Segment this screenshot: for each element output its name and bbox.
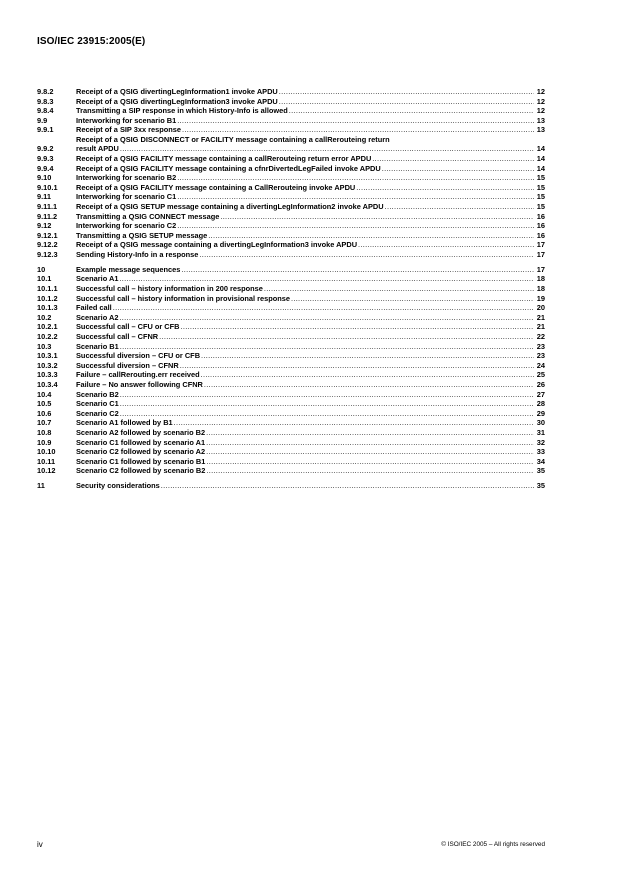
toc-entry-title: Failure – No answer following CFNR bbox=[76, 379, 203, 389]
dot-leader bbox=[206, 428, 534, 437]
toc-entry-page: 27 bbox=[536, 389, 545, 399]
toc-entry-title: Successful diversion – CFNR bbox=[76, 360, 179, 370]
toc-entry[interactable] bbox=[37, 173, 545, 182]
toc-entry-page: 15 bbox=[536, 182, 545, 192]
toc-entry-page: 23 bbox=[536, 341, 545, 351]
dot-leader bbox=[206, 457, 534, 466]
toc-entry[interactable] bbox=[37, 361, 545, 370]
toc-entry-number: 10.2.1 bbox=[37, 322, 58, 332]
toc-entry[interactable] bbox=[37, 380, 545, 389]
dot-leader bbox=[382, 164, 534, 173]
toc-entry-number: 10.3.4 bbox=[37, 379, 58, 389]
toc-entry[interactable] bbox=[37, 250, 545, 259]
dot-leader bbox=[159, 332, 534, 341]
toc-entry-title: Failed call bbox=[76, 303, 112, 313]
toc-entry-number: 10.3 bbox=[37, 341, 52, 351]
toc-entry-number: 10.11 bbox=[37, 456, 56, 466]
dot-leader bbox=[119, 274, 534, 283]
toc-entry-title: Transmitting a QSIG CONNECT message bbox=[76, 211, 220, 221]
dot-leader bbox=[385, 202, 534, 211]
toc-entry-title: Interworking for scenario B2 bbox=[76, 173, 177, 183]
dot-leader bbox=[120, 399, 534, 408]
toc-entry[interactable] bbox=[37, 231, 545, 240]
toc-entry-page: 34 bbox=[536, 456, 545, 466]
toc-entry[interactable] bbox=[37, 240, 545, 249]
toc-entry-number: 10.3.2 bbox=[37, 360, 58, 370]
dot-leader bbox=[120, 342, 534, 351]
toc-entry-title: Receipt of a QSIG SETUP message containing a divertingLegInformation2 invoke APDU bbox=[76, 201, 384, 211]
toc-entry-page: 25 bbox=[536, 370, 545, 380]
toc-entry-number: 9.9 bbox=[37, 115, 48, 125]
toc-entry-page: 14 bbox=[536, 144, 545, 154]
toc-entry[interactable] bbox=[37, 97, 545, 106]
toc-entry-page: 35 bbox=[536, 466, 545, 476]
toc-entry-number: 10.2.2 bbox=[37, 331, 58, 341]
toc-entry-page: 18 bbox=[536, 274, 545, 284]
toc-entry-title: Successful call – history information in provisional response bbox=[76, 293, 290, 303]
toc-entry-title: Successful diversion – CFU or CFB bbox=[76, 351, 201, 361]
toc-entry-title: Receipt of a QSIG divertingLegInformation1 invoke APDU bbox=[76, 87, 278, 96]
dot-leader bbox=[206, 447, 534, 456]
toc-entry-number: 10.3.1 bbox=[37, 351, 58, 361]
toc-entry-page: 17 bbox=[536, 249, 545, 259]
toc-entry-title: Security considerations bbox=[76, 481, 160, 491]
toc-entry-number: 10.1.1 bbox=[37, 284, 58, 293]
toc-entry-page: 20 bbox=[536, 303, 545, 313]
dot-leader bbox=[120, 390, 534, 399]
toc-entry-title: Scenario C2 followed by scenario A2 bbox=[76, 447, 206, 457]
toc-entry-page: 18 bbox=[536, 284, 545, 293]
toc-entry[interactable] bbox=[37, 265, 545, 274]
toc-entry[interactable] bbox=[37, 183, 545, 192]
toc-entry[interactable] bbox=[37, 370, 545, 379]
toc-entry[interactable] bbox=[37, 294, 545, 303]
toc-entry-title: Receipt of a QSIG divertingLegInformation3 invoke APDU bbox=[76, 96, 278, 106]
toc-entry-page: 12 bbox=[536, 96, 545, 106]
toc-entry[interactable] bbox=[37, 221, 545, 230]
toc-entry-number: 10 bbox=[37, 264, 46, 274]
dot-leader bbox=[181, 322, 535, 331]
toc-entry-number: 10.12 bbox=[37, 466, 56, 476]
toc-entry-page: 35 bbox=[536, 481, 545, 491]
toc-entry-title: Scenario C1 followed by scenario A1 bbox=[76, 437, 206, 447]
toc-entry-page: 14 bbox=[536, 153, 545, 163]
dot-leader bbox=[177, 221, 534, 230]
toc-entry-page: 16 bbox=[536, 221, 545, 231]
toc-entry-title: Example message sequences bbox=[76, 264, 181, 274]
toc-entry[interactable] bbox=[37, 87, 545, 96]
toc-entry-number: 9.12.3 bbox=[37, 249, 58, 259]
dot-leader bbox=[177, 173, 534, 182]
dot-leader bbox=[204, 380, 534, 389]
toc-entry-title: Scenario C2 followed by scenario B2 bbox=[76, 466, 206, 476]
toc-entry-page: 28 bbox=[536, 399, 545, 409]
toc-entry-title: Failure – callRerouting.err received bbox=[76, 370, 200, 380]
toc-entry-number: 9.10.1 bbox=[37, 182, 58, 192]
toc-entry[interactable] bbox=[37, 447, 545, 456]
toc-entry-number: 9.10 bbox=[37, 173, 52, 183]
toc-entry-page: 14 bbox=[536, 163, 545, 173]
dot-leader bbox=[161, 481, 534, 490]
toc-entry-page: 29 bbox=[536, 408, 545, 418]
toc-entry-page: 12 bbox=[536, 106, 545, 116]
toc-entry-number: 9.9.4 bbox=[37, 163, 54, 173]
toc-entry-page: 31 bbox=[536, 427, 545, 437]
toc-entry[interactable] bbox=[37, 428, 545, 437]
dot-leader bbox=[201, 370, 534, 379]
toc-entry-page: 13 bbox=[536, 115, 545, 125]
toc-entry-title: Successful call – CFNR bbox=[76, 331, 159, 341]
toc-entry-title: Successful call – history information in 200 response bbox=[76, 284, 263, 293]
toc-entry-title-continued: result APDU bbox=[76, 144, 119, 154]
dot-leader bbox=[206, 466, 534, 475]
dot-leader bbox=[220, 212, 534, 221]
toc-entry[interactable] bbox=[37, 303, 545, 312]
toc-entry-number: 10.6 bbox=[37, 408, 52, 418]
toc-entry-page: 21 bbox=[536, 322, 545, 332]
toc-entry[interactable] bbox=[37, 125, 545, 134]
toc-entry-title: Transmitting a SIP response in which History-Info is allowed bbox=[76, 106, 288, 116]
dot-leader bbox=[182, 125, 534, 134]
toc-entry-number: 9.9.3 bbox=[37, 153, 54, 163]
toc-entry-number: 10.9 bbox=[37, 437, 52, 447]
toc-entry[interactable] bbox=[37, 457, 545, 466]
dot-leader bbox=[120, 144, 534, 153]
toc-entry-number: 9.11 bbox=[37, 192, 51, 202]
toc-entry-title: Scenario A2 followed by scenario B2 bbox=[76, 427, 206, 437]
toc-entry[interactable] bbox=[37, 154, 545, 163]
toc-entry-title: Sending History-Info in a response bbox=[76, 249, 199, 259]
toc-entry[interactable] bbox=[37, 342, 545, 351]
toc-entry-number: 9.11.2 bbox=[37, 211, 58, 221]
dot-leader bbox=[372, 154, 534, 163]
toc-entry-page: 15 bbox=[536, 173, 545, 183]
toc-entry-page: 15 bbox=[536, 192, 545, 202]
toc-entry[interactable] bbox=[37, 399, 545, 408]
toc-entry[interactable] bbox=[37, 418, 545, 427]
dot-leader bbox=[358, 240, 534, 249]
page-number: iv bbox=[37, 840, 43, 849]
toc-entry-title: Scenario C2 bbox=[76, 408, 119, 418]
toc-entry[interactable] bbox=[37, 274, 545, 283]
toc-entry-page: 16 bbox=[536, 230, 545, 240]
toc-entry-title: Receipt of a SIP 3xx response bbox=[76, 125, 182, 135]
toc-entry-page: 23 bbox=[536, 351, 545, 361]
toc-entry-title: Receipt of a QSIG FACILITY message containing a CallRerouteing invoke APDU bbox=[76, 182, 356, 192]
dot-leader bbox=[206, 438, 534, 447]
toc-entry[interactable] bbox=[37, 212, 545, 221]
toc-entry-title: Scenario A1 followed by B1 bbox=[76, 418, 173, 428]
toc-entry-number: 9.9.2 bbox=[37, 144, 54, 154]
dot-leader bbox=[279, 97, 534, 106]
dot-leader bbox=[201, 351, 534, 360]
toc-entry-page: 22 bbox=[536, 331, 545, 341]
toc-entry[interactable] bbox=[37, 390, 545, 399]
toc-entry-page: 15 bbox=[536, 201, 545, 211]
toc-entry[interactable] bbox=[37, 332, 545, 341]
toc-entry[interactable] bbox=[37, 351, 545, 360]
toc-entry-title: Interworking for scenario C1 bbox=[76, 192, 177, 202]
dot-leader bbox=[289, 106, 534, 115]
toc-entry-number: 9.8.2 bbox=[37, 87, 54, 96]
toc-entry-title: Scenario B1 bbox=[76, 341, 119, 351]
toc-entry[interactable] bbox=[37, 192, 545, 201]
toc-entry-page: 32 bbox=[536, 437, 545, 447]
dot-leader bbox=[120, 409, 534, 418]
toc-entry-title: Interworking for scenario C2 bbox=[76, 221, 177, 231]
toc-entry-title: Transmitting a QSIG SETUP message bbox=[76, 230, 208, 240]
dot-leader bbox=[199, 250, 534, 259]
toc-entry-title: Scenario B2 bbox=[76, 389, 119, 399]
toc-entry-number: 10.8 bbox=[37, 427, 52, 437]
dot-leader bbox=[291, 294, 534, 303]
toc-entry-number: 10.3.3 bbox=[37, 370, 58, 380]
toc-entry-number: 10.1.3 bbox=[37, 303, 58, 313]
toc-entry[interactable] bbox=[37, 164, 545, 173]
toc-entry-number: 10.10 bbox=[37, 447, 56, 457]
dot-leader bbox=[119, 313, 534, 322]
toc-entry-number: 9.9.1 bbox=[37, 125, 54, 135]
toc-entry-number: 10.5 bbox=[37, 399, 52, 409]
toc-entry-number: 9.8.4 bbox=[37, 106, 54, 116]
toc-entry-number: 11 bbox=[37, 481, 45, 491]
toc-entry[interactable] bbox=[37, 322, 545, 331]
dot-leader bbox=[279, 87, 534, 96]
dot-leader bbox=[174, 418, 534, 427]
toc-entry-title: Receipt of a QSIG FACILITY message containing a callRerouteing return error APDU bbox=[76, 153, 372, 163]
dot-leader bbox=[177, 192, 534, 201]
toc-entry-page: 21 bbox=[536, 312, 545, 322]
document-header: ISO/IEC 23915:2005(E) bbox=[37, 36, 146, 47]
toc-entry-title: Successful call – CFU or CFB bbox=[76, 322, 180, 332]
table-of-contents bbox=[37, 87, 545, 491]
toc-entry-title: Scenario C1 bbox=[76, 399, 119, 409]
toc-entry-title: Receipt of a QSIG FACILITY message containing a cfnrDivertedLegFailed invoke APDU bbox=[76, 163, 381, 173]
toc-entry-title: Receipt of a QSIG DISCONNECT or FACILITY message containing a callRerouteing return bbox=[76, 134, 390, 144]
toc-entry[interactable] bbox=[37, 438, 545, 447]
toc-entry[interactable] bbox=[37, 313, 545, 322]
toc-entry-page: 24 bbox=[536, 360, 545, 370]
toc-entry[interactable] bbox=[37, 409, 545, 418]
toc-entry[interactable] bbox=[37, 106, 545, 115]
copyright-notice: © ISO/IEC 2005 – All rights reserved bbox=[441, 841, 545, 848]
dot-leader bbox=[208, 231, 534, 240]
toc-entry-page: 13 bbox=[536, 125, 545, 135]
toc-entry-page: 26 bbox=[536, 379, 545, 389]
toc-entry-number: 10.2 bbox=[37, 312, 52, 322]
dot-leader bbox=[180, 361, 534, 370]
toc-entry-page: 30 bbox=[536, 418, 545, 428]
toc-entry[interactable] bbox=[37, 466, 545, 475]
toc-entry-number: 9.12.2 bbox=[37, 240, 58, 250]
dot-leader bbox=[264, 284, 534, 293]
toc-entry-number: 9.12.1 bbox=[37, 230, 58, 240]
dot-leader bbox=[113, 303, 534, 312]
toc-entry-page: 17 bbox=[536, 240, 545, 250]
toc-entry[interactable] bbox=[37, 284, 545, 293]
toc-entry-number: 10.1.2 bbox=[37, 293, 58, 303]
toc-entry-title: Scenario A1 bbox=[76, 274, 119, 284]
toc-entry-title: Receipt of a QSIG message containing a divertingLegInformation3 invoke APDU bbox=[76, 240, 358, 250]
toc-entry[interactable] bbox=[37, 135, 545, 154]
toc-entry[interactable] bbox=[37, 481, 545, 490]
toc-entry-page: 17 bbox=[536, 264, 545, 274]
toc-entry-number: 9.11.1 bbox=[37, 201, 58, 211]
toc-entry-title: Scenario A2 bbox=[76, 312, 119, 322]
dot-leader bbox=[181, 265, 534, 274]
toc-entry-number: 10.7 bbox=[37, 418, 52, 428]
toc-entry-page: 33 bbox=[536, 447, 545, 457]
dot-leader bbox=[177, 116, 534, 125]
toc-entry-page: 19 bbox=[536, 293, 545, 303]
toc-entry-title: Scenario C1 followed by scenario B1 bbox=[76, 456, 206, 466]
toc-entry-number: 9.12 bbox=[37, 221, 52, 231]
toc-entry-page: 12 bbox=[536, 87, 545, 96]
toc-entry-number: 10.1 bbox=[37, 274, 52, 284]
toc-entry-title: Interworking for scenario B1 bbox=[76, 115, 177, 125]
toc-entry-page: 16 bbox=[536, 211, 545, 221]
dot-leader bbox=[356, 183, 534, 192]
toc-entry[interactable] bbox=[37, 116, 545, 125]
toc-entry[interactable] bbox=[37, 202, 545, 211]
toc-entry-number: 9.8.3 bbox=[37, 96, 54, 106]
toc-entry-number: 10.4 bbox=[37, 389, 52, 399]
